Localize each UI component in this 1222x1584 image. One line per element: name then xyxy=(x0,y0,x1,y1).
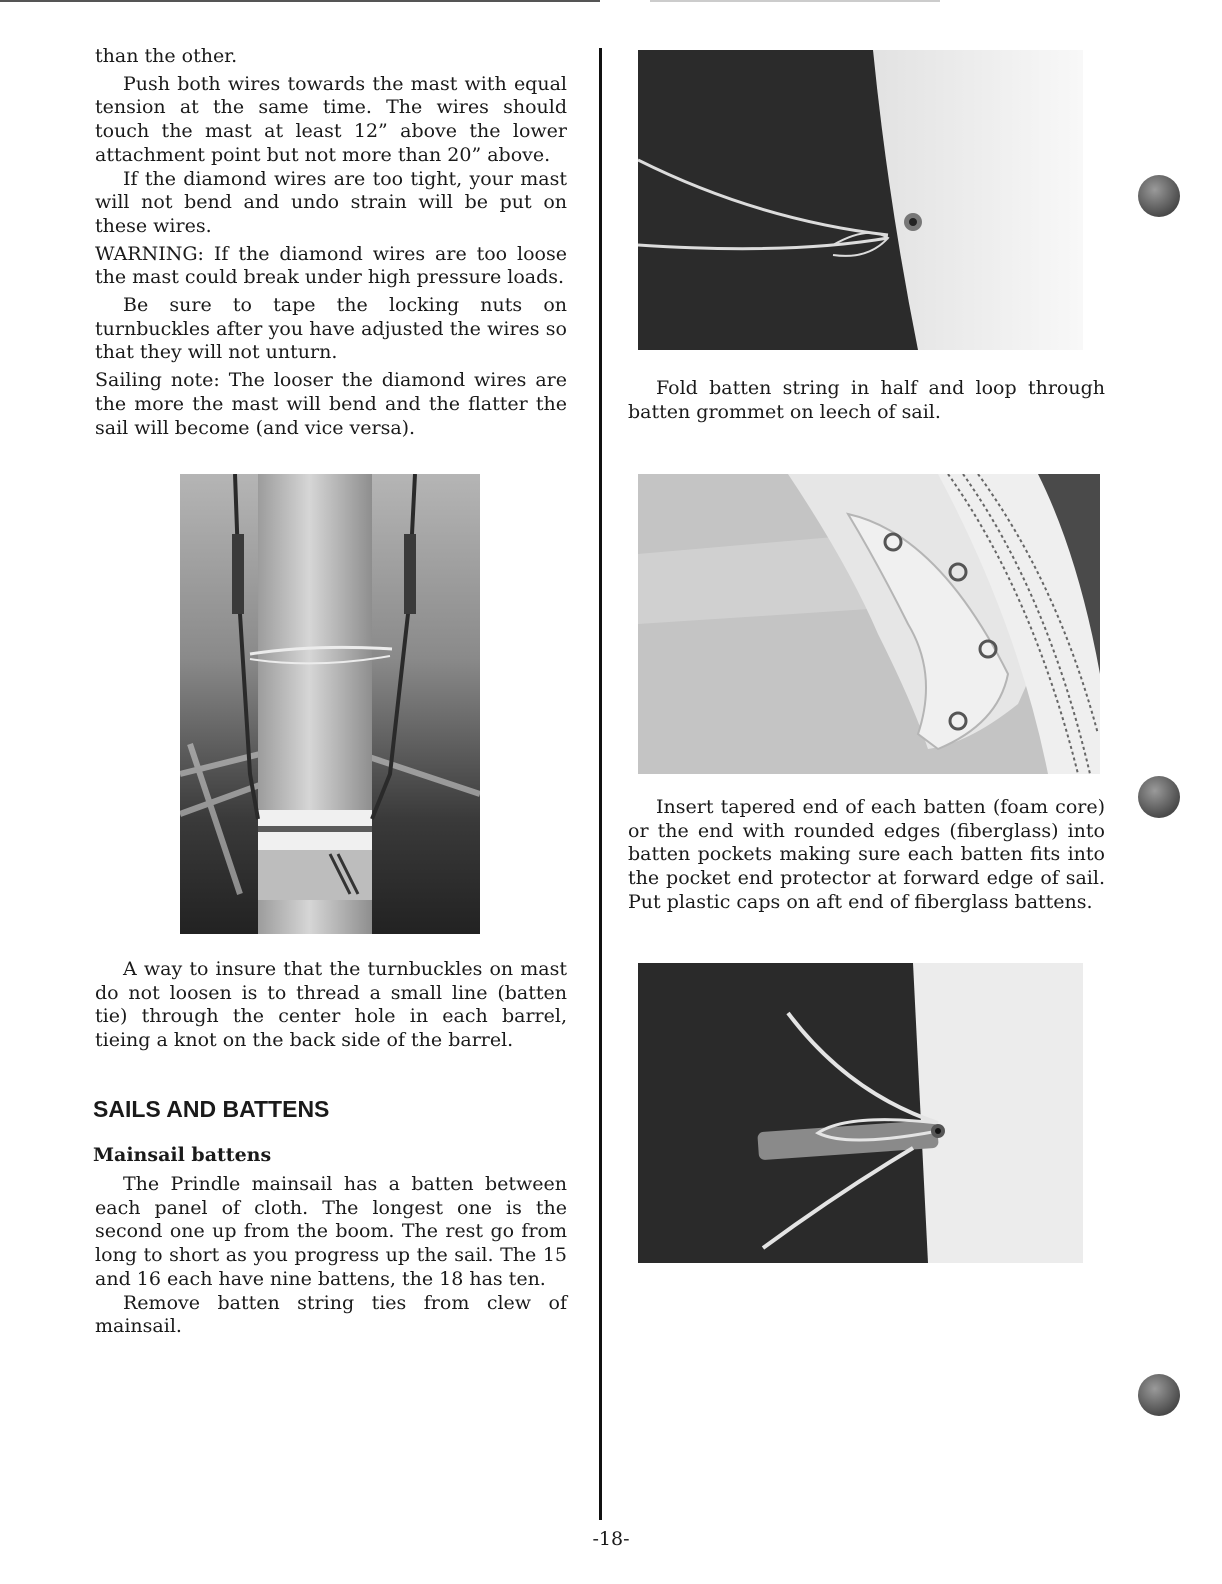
binder-hole xyxy=(1138,1374,1180,1416)
paragraph: Push both wires towards the mast with equal tension at the same time. The wires should touch the mast at least 12” above the lower attachment point but not more than 20” above. xyxy=(95,72,567,166)
grommet-photo xyxy=(638,50,1083,350)
paragraph: Be sure to tape the locking nuts on turnbuckles after you have adjusted the wires so that they will not unturn. xyxy=(95,294,567,364)
page-number: -18- xyxy=(592,1528,630,1550)
section-heading: SAILS AND BATTENS xyxy=(93,1096,330,1122)
binder-hole xyxy=(1138,776,1180,818)
mast-photo-caption xyxy=(95,958,567,1057)
intro-text xyxy=(95,45,567,444)
paragraph: If the diamond wires are too tight, your mast will not bend and undo strain will be put on these wires. xyxy=(95,167,567,237)
battens-text xyxy=(95,1173,567,1343)
top-scan-edge xyxy=(0,0,600,2)
paragraph: Remove batten string ties from clew of mainsail. xyxy=(95,1291,567,1338)
mast-turnbuckle-photo xyxy=(180,474,480,934)
binder-hole xyxy=(1138,175,1180,217)
subheading: Mainsail battens xyxy=(93,1144,272,1166)
top-scan-edge-right xyxy=(650,0,940,2)
batten-pocket-photo xyxy=(638,474,1100,774)
paragraph: The Prindle mainsail has a batten between each panel of cloth. The longest one is the second one up from the boom. The rest go from long to short as you progress up the sail. The 15 and 16 each have nine battens, the 18 has ten. xyxy=(95,1173,567,1290)
sailing-note: Sailing note: The looser the diamond wires are the more the mast will bend and the flatter the sail will become (and vice versa). xyxy=(95,369,567,439)
warning-paragraph: WARNING: If the diamond wires are too loose the mast could break under high pressure loads. xyxy=(95,242,567,289)
column-divider xyxy=(599,48,602,1520)
paragraph: than the other. xyxy=(95,45,238,67)
batten-pocket-caption xyxy=(628,796,1105,919)
caption-text: A way to insure that the turnbuckles on mast do not loosen is to thread a small line (batten tie) through the center hole in each barrel, tieing a knot on the back side of the barrel. xyxy=(95,958,567,1052)
caption-text: Fold batten string in half and loop through batten grommet on leech of sail. xyxy=(628,377,1105,423)
batten-tie-photo xyxy=(638,963,1083,1263)
grommet-caption xyxy=(628,377,1105,428)
caption-text: Insert tapered end of each batten (foam core) or the end with rounded edges (fiberglass) into batten pockets making sure each batten fits into the pocket end protector at forward edge of sail. Put plastic caps on aft end of fiberglass battens. xyxy=(628,796,1105,913)
